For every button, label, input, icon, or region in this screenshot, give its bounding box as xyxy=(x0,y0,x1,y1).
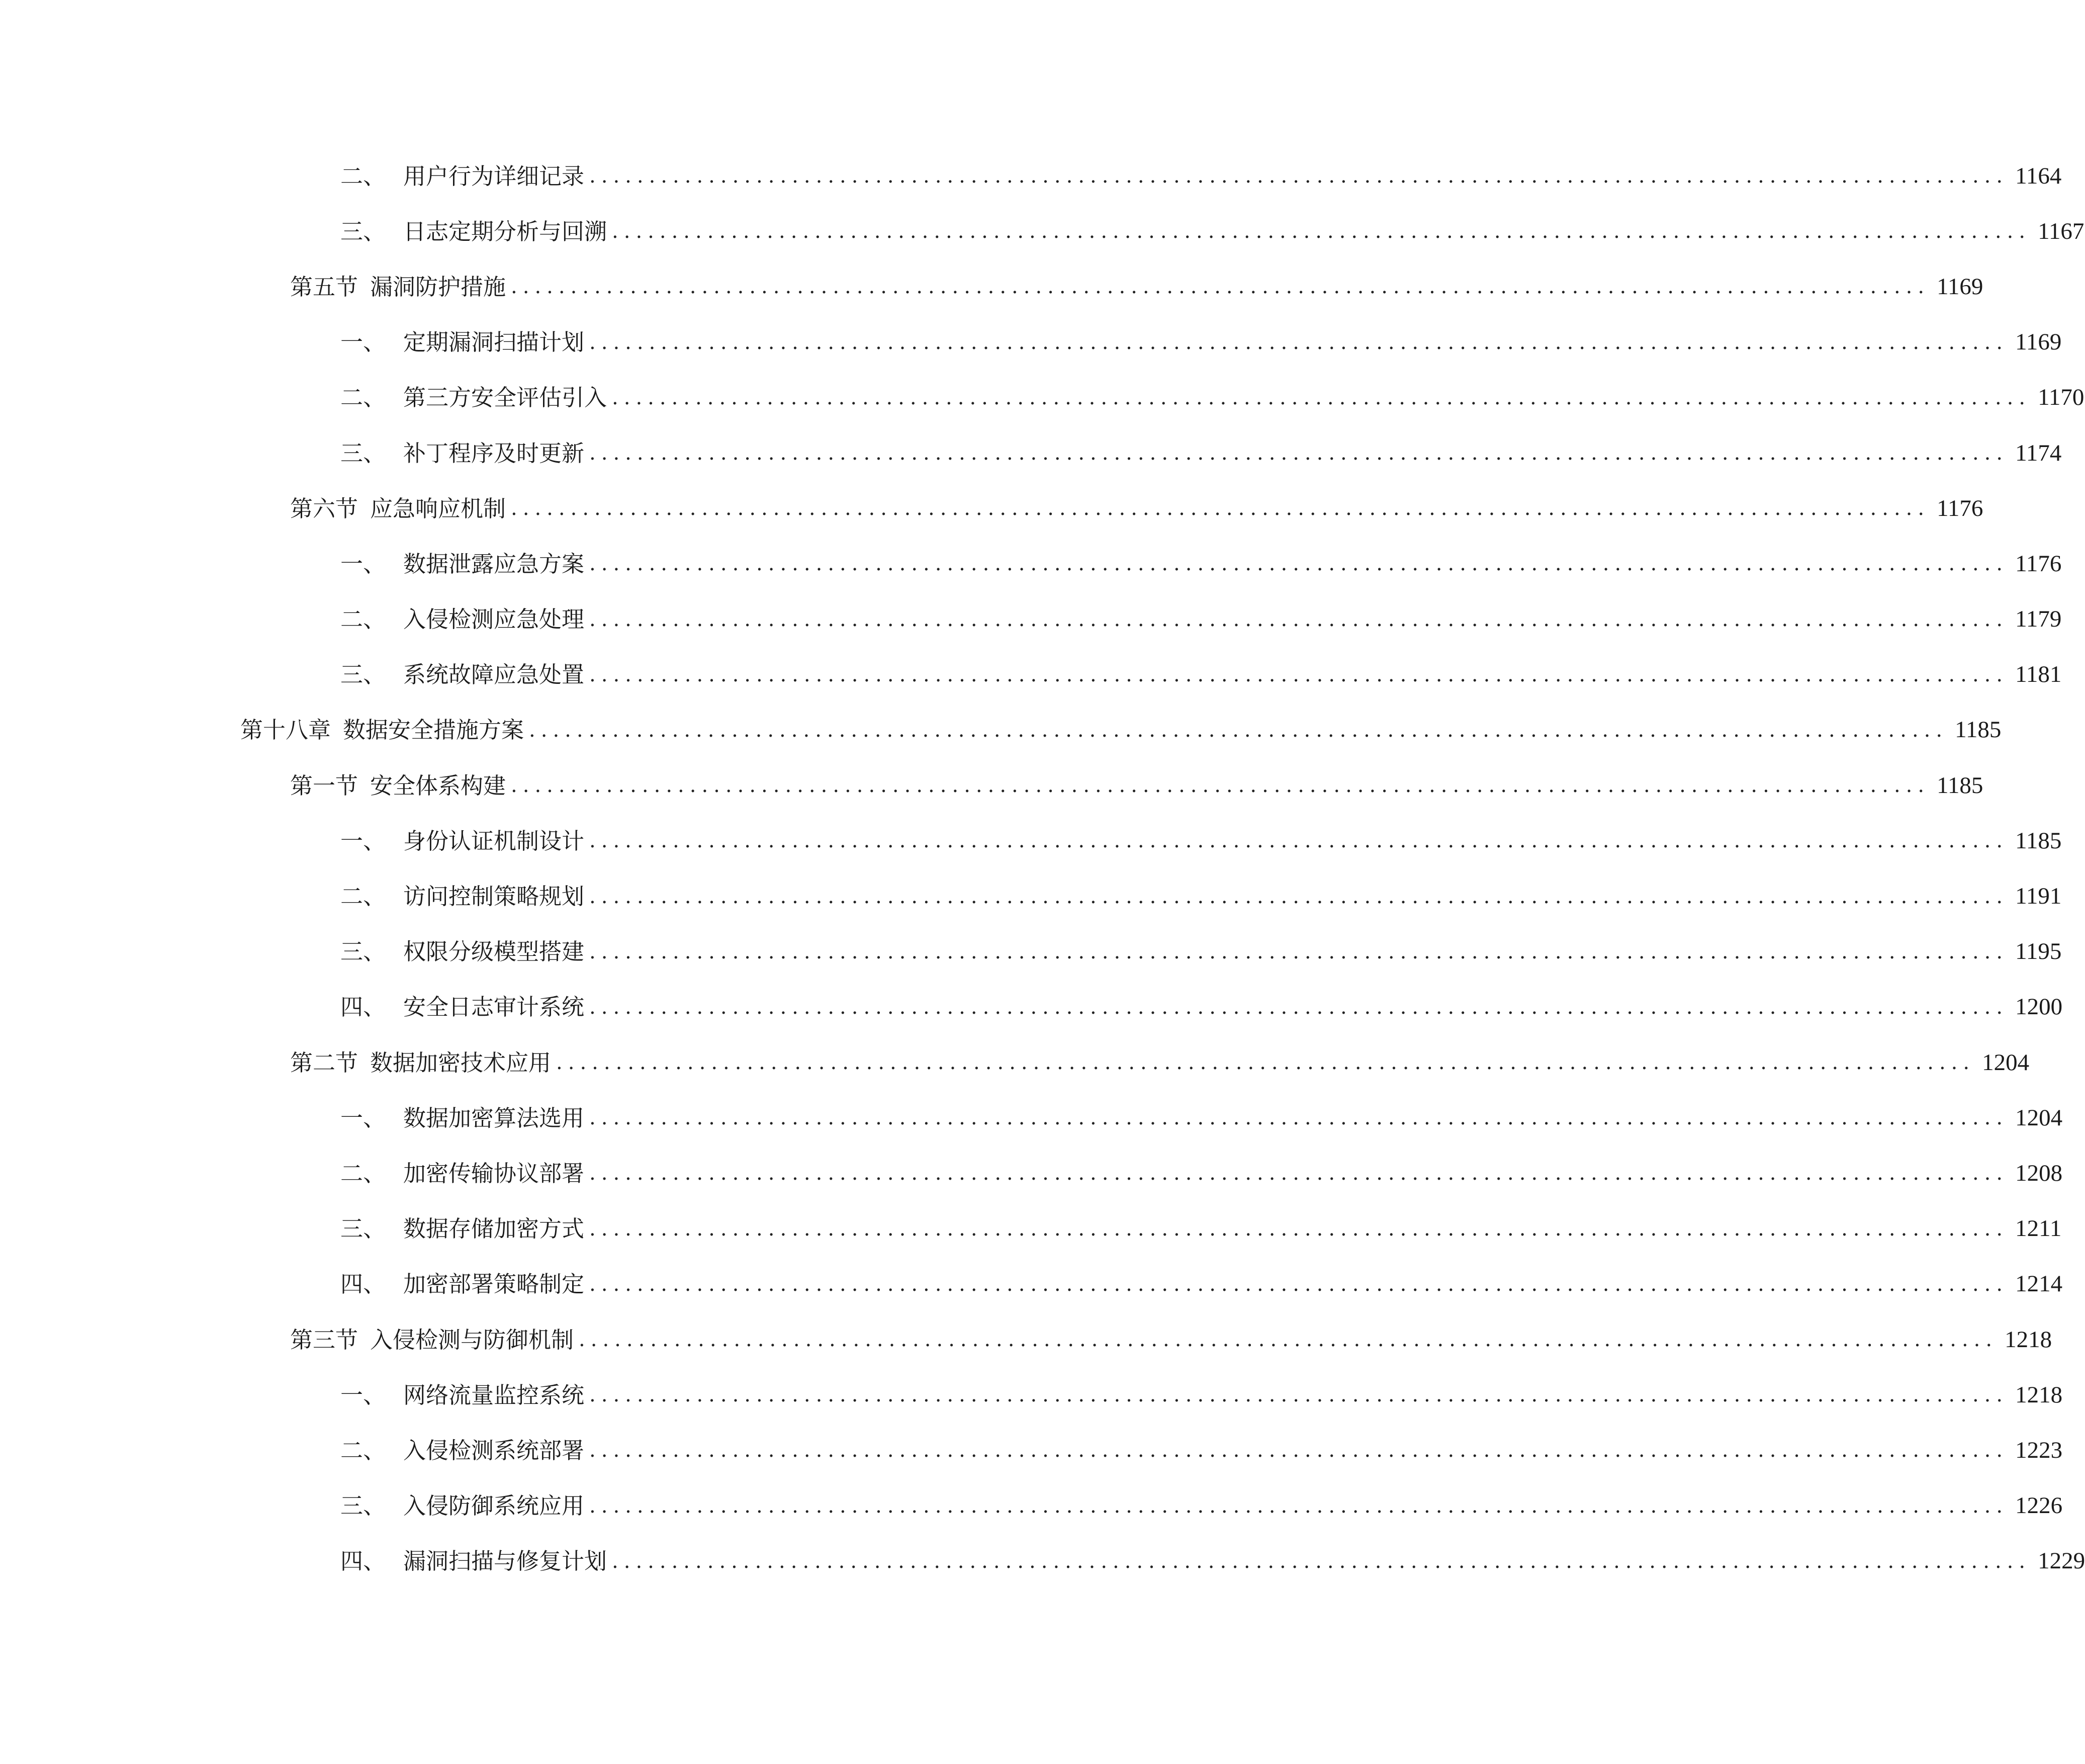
toc-entry-section[interactable] xyxy=(0,481,1983,536)
toc-entry-line xyxy=(340,868,2062,924)
toc-entry-page-number: 1208 xyxy=(2015,1160,2063,1186)
table-of-contents xyxy=(0,148,2085,1589)
toc-entry-number: 四、 xyxy=(340,1271,386,1298)
toc-entry-number: 第二节 xyxy=(290,1049,358,1076)
toc-entry-line xyxy=(290,259,1983,314)
toc-entry-page-number: 1204 xyxy=(2015,1104,2063,1131)
toc-entry-item[interactable] xyxy=(0,813,2062,868)
toc-entry-title: 安全体系构建 xyxy=(370,772,506,799)
toc-entry-item[interactable] xyxy=(0,315,2062,370)
toc-entry-item[interactable] xyxy=(0,1478,2063,1534)
toc-entry-title: 应急响应机制 xyxy=(370,495,506,522)
dot-leader: ....................................................................................................................... xyxy=(589,1439,2009,1462)
toc-entry-label xyxy=(340,1548,607,1575)
toc-entry-page-number: 1218 xyxy=(2015,1381,2063,1408)
toc-entry-page-number: 1200 xyxy=(2015,994,2063,1020)
toc-entry-line xyxy=(340,813,2062,868)
dot-leader: ....................................................................................................................... xyxy=(511,774,1930,798)
toc-entry-number: 四、 xyxy=(340,1548,386,1575)
toc-entry-item[interactable] xyxy=(0,148,2062,204)
toc-entry-chapter[interactable] xyxy=(0,702,2002,758)
toc-entry-page-number: 1185 xyxy=(2015,827,2062,854)
toc-entry-label xyxy=(340,663,584,686)
toc-entry-number: 二、 xyxy=(340,1160,386,1187)
toc-entry-label xyxy=(340,550,585,577)
toc-entry-page-number: 1164 xyxy=(2015,162,2062,189)
toc-entry-line xyxy=(340,1534,2085,1589)
toc-entry-label xyxy=(290,1051,551,1074)
toc-entry-label xyxy=(290,273,506,300)
toc-entry-item[interactable] xyxy=(0,1367,2063,1423)
toc-entry-line xyxy=(340,370,2084,425)
toc-entry-page-number: 1223 xyxy=(2015,1437,2063,1463)
toc-entry-label xyxy=(340,1381,585,1408)
dot-leader: ....................................................................................................................... xyxy=(612,220,2031,243)
toc-entry-line xyxy=(240,702,2002,758)
toc-entry-label xyxy=(340,940,584,963)
toc-entry-line xyxy=(340,980,2063,1035)
dot-leader: ....................................................................................................................... xyxy=(589,607,2009,631)
dot-leader: ....................................................................................................................... xyxy=(589,829,2009,853)
toc-entry-number: 第三节 xyxy=(290,1326,358,1353)
toc-entry-number: 四、 xyxy=(340,994,386,1021)
toc-entry-item[interactable] xyxy=(0,1257,2063,1312)
toc-entry-title: 数据加密算法选用 xyxy=(403,1104,585,1131)
toc-entry-item[interactable] xyxy=(0,536,2062,591)
toc-entry-item[interactable] xyxy=(0,1090,2063,1145)
toc-entry-label xyxy=(340,885,584,908)
toc-entry-number: 第一节 xyxy=(290,772,358,799)
toc-entry-label xyxy=(340,1271,585,1298)
toc-entry-title: 加密传输协议部署 xyxy=(403,1160,585,1187)
dot-leader: ....................................................................................................................... xyxy=(589,164,2009,188)
toc-entry-label xyxy=(340,220,607,243)
toc-entry-page-number: 1176 xyxy=(2015,550,2062,577)
toc-entry-title: 入侵检测与防御机制 xyxy=(370,1326,574,1353)
toc-entry-line xyxy=(290,481,1983,536)
toc-entry-item[interactable] xyxy=(0,592,2062,647)
toc-entry-title: 访问控制策略规划 xyxy=(403,883,585,910)
toc-entry-item[interactable] xyxy=(0,1534,2085,1589)
dot-leader: ....................................................................................................................... xyxy=(579,1328,1998,1352)
toc-entry-page-number: 1229 xyxy=(2038,1548,2085,1574)
toc-entry-line xyxy=(340,1257,2063,1312)
toc-entry-label xyxy=(340,1492,585,1520)
toc-entry-page-number: 1191 xyxy=(2015,883,2062,910)
toc-entry-item[interactable] xyxy=(0,647,2062,702)
toc-entry-line xyxy=(340,536,2062,591)
toc-entry-line xyxy=(340,1423,2063,1478)
toc-entry-number: 二、 xyxy=(340,162,386,190)
toc-entry-item[interactable] xyxy=(0,924,2062,980)
dot-leader: ....................................................................................................................... xyxy=(589,940,2009,963)
toc-entry-number: 第六节 xyxy=(290,495,358,522)
toc-entry-section[interactable] xyxy=(0,1312,2052,1367)
toc-entry-line xyxy=(340,647,2062,702)
toc-entry-number: 一、 xyxy=(340,329,386,356)
toc-entry-page-number: 1226 xyxy=(2015,1492,2063,1519)
toc-entry-line xyxy=(340,1090,2063,1145)
dot-leader: ....................................................................................................................... xyxy=(589,1106,2009,1130)
dot-leader: ....................................................................................................................... xyxy=(589,1217,2009,1241)
toc-entry-page-number: 1204 xyxy=(1982,1049,2030,1076)
toc-entry-label xyxy=(290,497,506,520)
toc-entry-item[interactable] xyxy=(0,370,2084,425)
toc-entry-page-number: 1174 xyxy=(2015,439,2062,466)
toc-entry-page-number: 1179 xyxy=(2015,606,2062,633)
toc-entry-page-number: 1167 xyxy=(2038,218,2084,244)
toc-entry-line xyxy=(340,1478,2063,1534)
toc-entry-line xyxy=(340,1367,2063,1423)
toc-entry-label xyxy=(290,1326,574,1353)
dot-leader: ....................................................................................................................... xyxy=(589,330,2009,354)
toc-entry-label xyxy=(340,1162,584,1185)
dot-leader: ....................................................................................................................... xyxy=(589,1272,2009,1296)
toc-entry-item[interactable] xyxy=(0,1423,2063,1478)
toc-entry-item[interactable] xyxy=(0,425,2062,481)
toc-entry-number: 二、 xyxy=(340,883,386,910)
toc-entry-title: 入侵防御系统应用 xyxy=(403,1492,585,1520)
dot-leader: ....................................................................................................................... xyxy=(589,442,2009,465)
toc-entry-label xyxy=(340,994,585,1021)
toc-entry-number: 三、 xyxy=(340,938,386,965)
toc-entry-page-number: 1218 xyxy=(2005,1326,2052,1353)
dot-leader: ....................................................................................................................... xyxy=(589,1494,2009,1518)
toc-entry-line xyxy=(340,1145,2063,1201)
toc-entry-title: 身份认证机制设计 xyxy=(403,827,585,854)
toc-entry-label xyxy=(340,827,585,854)
toc-entry-page-number: 1185 xyxy=(1955,717,2002,743)
toc-entry-title: 数据泄露应急方案 xyxy=(403,550,585,577)
toc-entry-number: 一、 xyxy=(340,1381,386,1408)
toc-entry-label xyxy=(340,162,585,190)
toc-entry-section[interactable] xyxy=(0,758,1983,813)
dot-leader: ....................................................................................................................... xyxy=(589,663,2009,686)
toc-entry-title: 入侵检测系统部署 xyxy=(403,1437,585,1464)
dot-leader: ....................................................................................................................... xyxy=(612,386,2031,409)
toc-entry-number: 三、 xyxy=(340,1215,386,1243)
toc-entry-line xyxy=(340,1201,2062,1257)
toc-entry-number: 三、 xyxy=(340,1492,386,1520)
toc-entry-label xyxy=(340,608,584,631)
toc-entry-page-number: 1169 xyxy=(2015,329,2062,356)
toc-entry-item[interactable] xyxy=(0,1145,2063,1201)
toc-entry-title: 加密部署策略制定 xyxy=(403,1271,585,1298)
toc-entry-number: 二、 xyxy=(340,606,386,633)
toc-entry-number: 二、 xyxy=(340,1437,386,1464)
toc-entry-title: 系统故障应急处置 xyxy=(403,661,585,688)
dot-leader: ....................................................................................................................... xyxy=(511,275,1930,299)
toc-entry-line xyxy=(340,425,2062,481)
toc-entry-title: 日志定期分析与回溯 xyxy=(403,218,607,245)
toc-entry-title: 漏洞防护措施 xyxy=(370,273,506,300)
toc-entry-item[interactable] xyxy=(0,980,2063,1035)
toc-entry-number: 三、 xyxy=(340,439,386,467)
toc-entry-line xyxy=(340,204,2084,259)
dot-leader: ....................................................................................................................... xyxy=(589,885,2009,908)
toc-entry-label xyxy=(340,439,585,467)
toc-entry-item[interactable] xyxy=(0,1201,2062,1257)
toc-entry-number: 二、 xyxy=(340,384,386,411)
toc-entry-section[interactable] xyxy=(0,1035,2030,1090)
toc-entry-label xyxy=(340,1439,584,1462)
toc-entry-label xyxy=(340,331,584,354)
toc-entry-title: 数据安全措施方案 xyxy=(343,717,524,744)
toc-entry-item[interactable] xyxy=(0,204,2084,259)
toc-entry-title: 入侵检测应急处理 xyxy=(403,606,585,633)
toc-entry-number: 第十八章 xyxy=(240,717,331,744)
toc-entry-title: 补丁程序及时更新 xyxy=(403,439,585,467)
toc-entry-number: 一、 xyxy=(340,1104,386,1131)
toc-entry-title: 漏洞扫描与修复计划 xyxy=(403,1548,607,1575)
toc-entry-number: 三、 xyxy=(340,661,386,688)
dot-leader: ....................................................................................................................... xyxy=(511,497,1930,520)
dot-leader: ....................................................................................................................... xyxy=(612,1549,2031,1573)
toc-entry-label xyxy=(290,774,506,797)
dot-leader: ....................................................................................................................... xyxy=(556,1051,1975,1075)
toc-entry-line xyxy=(290,758,1983,813)
toc-entry-number: 一、 xyxy=(340,827,386,854)
toc-entry-page-number: 1185 xyxy=(1937,772,1983,799)
toc-entry-section[interactable] xyxy=(0,259,1983,314)
toc-entry-title: 第三方安全评估引入 xyxy=(403,384,607,411)
toc-entry-item[interactable] xyxy=(0,868,2062,924)
toc-entry-title: 数据存储加密方式 xyxy=(403,1215,585,1243)
toc-entry-line xyxy=(340,924,2062,980)
toc-entry-page-number: 1211 xyxy=(2015,1215,2062,1242)
toc-entry-page-number: 1169 xyxy=(1937,273,1983,300)
toc-entry-page-number: 1170 xyxy=(2038,384,2084,411)
toc-entry-label xyxy=(340,1215,585,1243)
toc-entry-page-number: 1176 xyxy=(1937,495,1983,521)
toc-entry-title: 权限分级模型搭建 xyxy=(403,938,585,965)
toc-entry-title: 用户行为详细记录 xyxy=(403,162,585,190)
toc-entry-line xyxy=(290,1312,2052,1367)
toc-entry-line xyxy=(340,148,2062,204)
toc-entry-title: 数据加密技术应用 xyxy=(370,1049,552,1076)
dot-leader: ....................................................................................................................... xyxy=(589,1383,2009,1407)
toc-entry-label xyxy=(340,1104,585,1131)
dot-leader: ....................................................................................................................... xyxy=(589,995,2009,1019)
toc-entry-line xyxy=(340,315,2062,370)
dot-leader: ....................................................................................................................... xyxy=(589,552,2009,576)
toc-entry-label xyxy=(240,717,524,744)
toc-entry-number: 三、 xyxy=(340,218,386,245)
toc-entry-line xyxy=(340,592,2062,647)
toc-entry-number: 一、 xyxy=(340,550,386,577)
dot-leader: ....................................................................................................................... xyxy=(589,1162,2009,1185)
dot-leader: ....................................................................................................................... xyxy=(529,718,1948,742)
toc-entry-label xyxy=(340,386,607,409)
toc-entry-title: 安全日志审计系统 xyxy=(403,994,585,1021)
toc-entry-number: 第五节 xyxy=(290,273,358,300)
toc-entry-page-number: 1195 xyxy=(2015,938,2062,965)
toc-entry-page-number: 1214 xyxy=(2015,1271,2063,1297)
toc-entry-title: 网络流量监控系统 xyxy=(403,1381,585,1408)
toc-entry-title: 定期漏洞扫描计划 xyxy=(403,329,585,356)
toc-entry-page-number: 1181 xyxy=(2015,661,2062,688)
toc-entry-line xyxy=(290,1035,2030,1090)
